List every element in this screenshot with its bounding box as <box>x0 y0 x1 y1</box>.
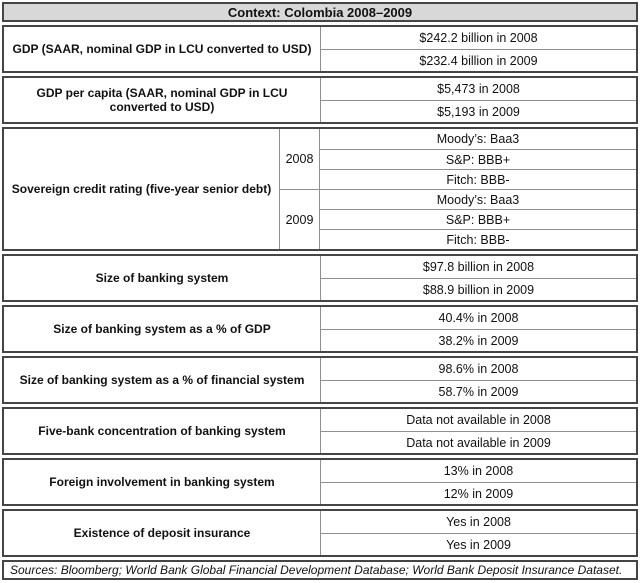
row-value: 13% in 2008 <box>443 464 514 478</box>
row-foreign-involvement <box>2 458 638 506</box>
sources-note: Sources: Bloomberg; World Bank Global Financial Development Database; World Bank Deposit Insurance Dataset. <box>10 563 623 577</box>
rating-value: Moody’s: Baa3 <box>436 132 520 146</box>
rating-value: S&P: BBB+ <box>320 209 636 229</box>
rating-value: Fitch: BBB- <box>320 169 636 189</box>
row-value: 12% in 2009 <box>321 482 636 504</box>
row-deposit-insurance <box>2 509 638 557</box>
row-sovereign-credit-rating <box>2 127 638 251</box>
row-label: GDP (SAAR, nominal GDP in LCU converted to USD) <box>4 27 321 71</box>
row-value: Yes in 2009 <box>321 533 636 555</box>
row-label: Size of banking system <box>4 256 321 300</box>
row-label: Five-bank concentration of banking system <box>4 409 321 453</box>
row-value: 98.6% in 2008 <box>438 362 519 376</box>
year-label: 2008 <box>280 129 320 189</box>
sources-row <box>2 560 638 580</box>
rating-value: Moody’s: Baa3 <box>320 189 636 209</box>
rating-value: S&P: BBB+ <box>320 149 636 169</box>
row-gdp-per-capita <box>2 76 638 124</box>
row-value: Yes in 2008 <box>446 515 511 529</box>
row-value: 38.2% in 2009 <box>321 329 636 351</box>
row-value: Data not available in 2009 <box>321 431 636 453</box>
row-value: 40.4% in 2008 <box>438 311 519 325</box>
row-five-bank-concentration <box>2 407 638 455</box>
row-value: $242.2 billion in 2008 <box>419 31 538 45</box>
row-gdp <box>2 25 638 73</box>
row-value: $5,473 in 2008 <box>437 82 520 96</box>
row-value: $5,193 in 2009 <box>321 100 636 122</box>
row-value: $232.4 billion in 2009 <box>321 49 636 71</box>
row-banking-system-size <box>2 254 638 302</box>
row-value: Data not available in 2008 <box>406 413 551 427</box>
row-label: GDP per capita (SAAR, nominal GDP in LCU converted to USD) <box>4 78 321 122</box>
row-label: Size of banking system as a % of financial system <box>4 358 321 402</box>
row-banking-pct-gdp <box>2 305 638 353</box>
rating-value: Fitch: BBB- <box>320 229 636 249</box>
row-value: 58.7% in 2009 <box>321 380 636 402</box>
row-banking-pct-financial-system <box>2 356 638 404</box>
row-value: $88.9 billion in 2009 <box>321 278 636 300</box>
row-label: Foreign involvement in banking system <box>4 460 321 504</box>
context-table <box>2 2 638 580</box>
row-value: $97.8 billion in 2008 <box>422 260 535 274</box>
year-label: 2009 <box>280 189 320 249</box>
table-title-text: Context: Colombia 2008–2009 <box>227 4 413 20</box>
row-label: Existence of deposit insurance <box>4 511 321 555</box>
row-label: Sovereign credit rating (five-year senior debt) <box>4 129 280 249</box>
row-label: Size of banking system as a % of GDP <box>4 307 321 351</box>
table-title <box>2 2 638 22</box>
